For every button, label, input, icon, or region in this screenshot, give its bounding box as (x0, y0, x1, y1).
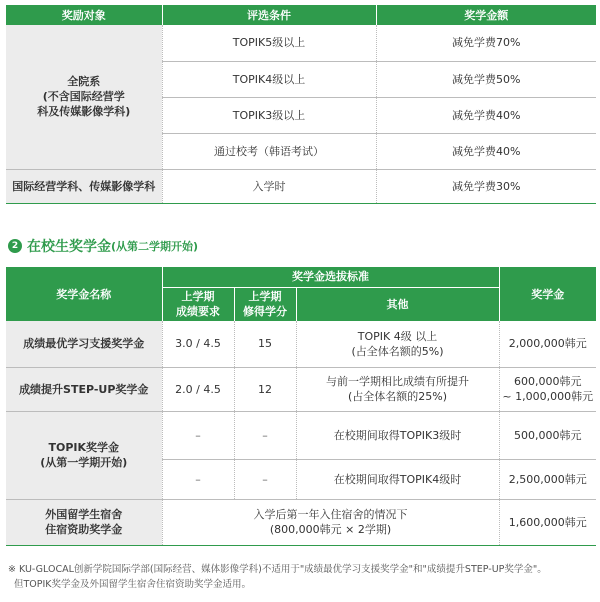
header-scholarship: 奖学金 (499, 267, 596, 321)
header-scholarship-amount: 奖学金额 (376, 5, 596, 25)
table1-header-row (6, 5, 596, 25)
amount-cell: 600,000韩元 ~ 1,000,000韩元 (499, 367, 596, 411)
table-row (6, 25, 596, 61)
credits-cell: – (234, 411, 296, 459)
scholarship-name: 成绩最优学习支援奖学金 (6, 321, 162, 367)
gpa-cell: 3.0 / 4.5 (162, 321, 234, 367)
header-other: 其他 (296, 287, 499, 321)
condition-cell: TOPIK4级以上 (162, 61, 376, 97)
gpa-cell: 2.0 / 4.5 (162, 367, 234, 411)
header-selection-criteria: 奖学金选拔标准 (162, 267, 499, 287)
credits-cell: 12 (234, 367, 296, 411)
other-cell: 与前一学期相比成绩有所提升 (占全体名额的25%) (296, 367, 499, 411)
header-gpa-requirement: 上学期 成绩要求 (162, 287, 234, 321)
amount-cell: 减免学费30% (376, 169, 596, 203)
amount-cell: 2,500,000韩元 (499, 459, 596, 499)
amount-cell: 减免学费40% (376, 97, 596, 133)
section-number-badge: 2 (8, 239, 22, 253)
amount-cell: 减免学费40% (376, 133, 596, 169)
table-row (6, 499, 596, 545)
credits-cell: 15 (234, 321, 296, 367)
target-all-departments: 全院系 (不含国际经营学 科及传媒影像学科) (6, 25, 162, 169)
scholarship-name-dorm: 外国留学生宿舍 住宿资助奖学金 (6, 499, 162, 545)
table-row (6, 411, 596, 459)
scholarship-name: 成绩提升STEP-UP奖学金 (6, 367, 162, 411)
footnote: 但TOPIK奖学金及外国留学生宿舍住宿资助奖学金适用。 (14, 579, 252, 590)
amount-cell: 2,000,000韩元 (499, 321, 596, 367)
credits-cell: – (234, 459, 296, 499)
amount-cell: 减免学费70% (376, 25, 596, 61)
header-award-target: 奖励对象 (6, 5, 162, 25)
section-heading (8, 236, 198, 256)
other-cell: 在校期间取得TOPIK4级时 (296, 459, 499, 499)
table-row (6, 169, 596, 203)
section-subtitle: (从第二学期开始) (111, 240, 199, 253)
table-row (6, 367, 596, 411)
condition-cell: 入学时 (162, 169, 376, 203)
other-cell: TOPIK 4级 以上 (占全体名额的5%) (296, 321, 499, 367)
header-scholarship-name: 奖学金名称 (6, 267, 162, 321)
gpa-cell: – (162, 459, 234, 499)
table2-header-row (6, 267, 596, 287)
footnote: ※ KU-GLOCAL创新学院国际学部(国际经营、媒体影像学科)不适用于"成绩最优学习支援奖学金"和"成绩提升STEP-UP奖学金"。 (8, 564, 547, 575)
amount-cell: 减免学费50% (376, 61, 596, 97)
other-cell: 在校期间取得TOPIK3级时 (296, 411, 499, 459)
condition-cell: TOPIK3级以上 (162, 97, 376, 133)
gpa-cell: – (162, 411, 234, 459)
scholarship-name-topik: TOPIK奖学金 (从第一学期开始) (6, 411, 162, 499)
other-cell: 入学后第一年入住宿舍的情况下 (800,000韩元 × 2学期) (162, 499, 499, 545)
amount-cell: 500,000韩元 (499, 411, 596, 459)
header-credits-earned: 上学期 修得学分 (234, 287, 296, 321)
first-semester-scholarship-table (6, 5, 596, 204)
header-selection-condition: 评选条件 (162, 5, 376, 25)
enrolled-student-scholarship-table (6, 267, 596, 546)
amount-cell: 1,600,000韩元 (499, 499, 596, 545)
target-intl-media: 国际经营学科、传媒影像学科 (6, 169, 162, 203)
condition-cell: 通过校考（韩语考试） (162, 133, 376, 169)
table-row (6, 321, 596, 367)
section-title: 在校生奖学金 (27, 239, 111, 255)
condition-cell: TOPIK5级以上 (162, 25, 376, 61)
